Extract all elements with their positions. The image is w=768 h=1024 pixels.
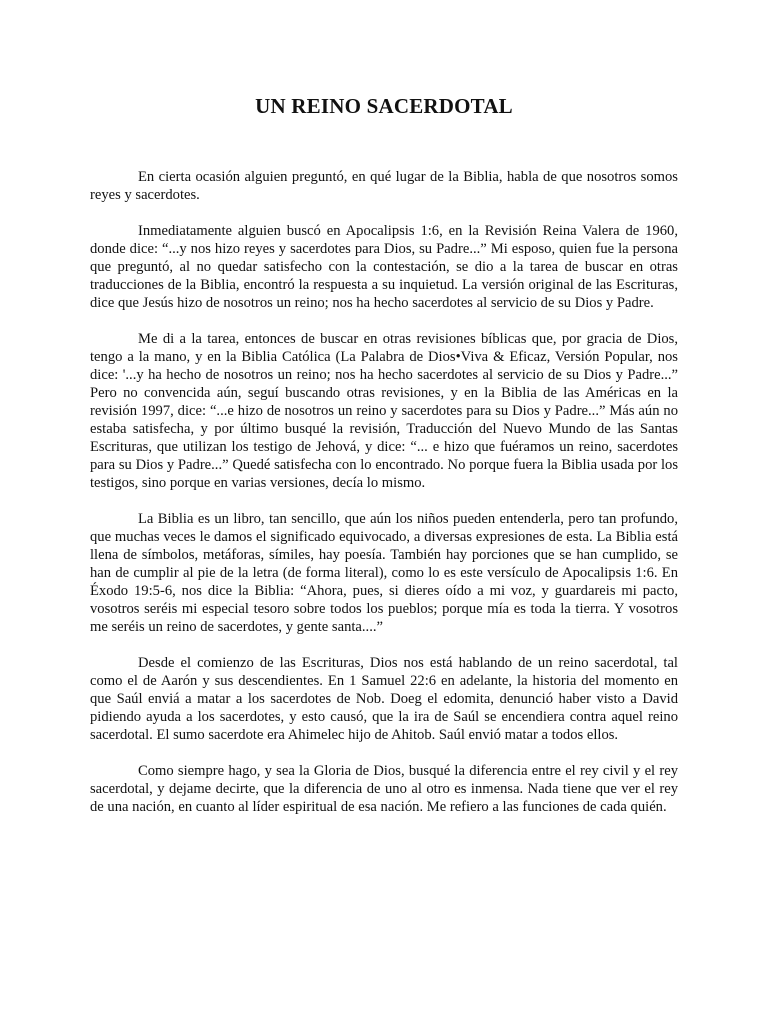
paragraph-5: Desde el comienzo de las Escrituras, Dios nos está hablando de un reino sacerdotal, tal como el de Aarón y sus descendientes. En 1 Samuel 22:6 en adelante, la historia del momento en que Saúl enviá a matar a los sacerdotes de Nob. Doeg el edomita, denunció haber visto a David pidiendo ayuda a los sacerdotes, y esto causó, que la ira de Saúl se encendiera contra aquel reino sacerdotal. El sumo sacerdote era Ahimelec hijo de Ahitob. Saúl envió matar a todos ellos. [90, 655, 678, 743]
paragraph-2: Inmediatamente alguien buscó en Apocalipsis 1:6, en la Revisión Reina Valera de 1960, donde dice: “...y nos hizo reyes y sacerdotes para Dios, su Padre...” Mi esposo, quien fue la persona que preguntó, al no quedar satisfecho con la contestación, se dio a la tarea de buscar en otras traducciones de la Biblia, encontró la respuesta a su inquietud. La versión original de las Escrituras, dice que Jesús hizo de nosotros un reino; nos ha hecho sacerdotes al servicio de su Dios y Padre. [90, 223, 678, 311]
paragraph-3: Me di a la tarea, entonces de buscar en otras revisiones bíblicas que, por gracia de Dios, tengo a la mano, y en la Biblia Católica (La Palabra de Dios•Viva & Eficaz, Versión Popular, nos dice: '...y ha hecho de nosotros un reino; nos ha hecho sacerdotes al servicio de su Dios y Padre...” Pero no convencida aún, seguí buscando otras revisiones, y en la Biblia de las Américas en la revisión 1997, dice: “...e hizo de nosotros un reino y sacerdotes para su Dios y Padre...” Más aún no estaba satisfecha, y por último busqué la revisión, Traducción del Nuevo Mundo de las Santas Escrituras, que utilizan los testigo de Jehová, y dice: “... e hizo que fuéramos un reino, sacerdotes para su Dios y Padre...” Quedé satisfecha con lo encontrado. No porque fuera la Biblia usada por los testigos, sino porque en varias versiones, decía lo mismo. [90, 331, 678, 491]
paragraph-6: Como siempre hago, y sea la Gloria de Dios, busqué la diferencia entre el rey civil y el rey sacerdotal, y dejame decirte, que la diferencia de uno al otro es inmensa. Nada tiene que ver el rey de una nación, en cuanto al líder espiritual de esa nación. Me refiero a las funciones de cada quién. [90, 763, 678, 815]
document-title: UN REINO SACERDOTAL [255, 94, 513, 118]
paragraph-1: En cierta ocasión alguien preguntó, en qué lugar de la Biblia, habla de que nosotros somos reyes y sacerdotes. [90, 169, 678, 203]
paragraph-4: La Biblia es un libro, tan sencillo, que aún los niños pueden entenderla, pero tan profundo, que muchas veces le damos el significado equivocado, a diversas expresiones de esta. La Biblia está llena de símbolos, metáforas, símiles, hay poesía. También hay porciones que se han cumplido, se han de cumplir al pie de la letra (de forma literal), como lo es este versículo de Apocalipsis 1:6. En Éxodo 19:5-6, nos dice la Biblia: “Ahora, pues, si dieres oído a mi voz, y guardareis mi pacto, vosotros seréis mi especial tesoro sobre todos los pueblos; porque mía es toda la tierra. Y vosotros me seréis un reino de sacerdotes, y gente santa....” [90, 511, 678, 635]
document-page [90, 92, 678, 834]
